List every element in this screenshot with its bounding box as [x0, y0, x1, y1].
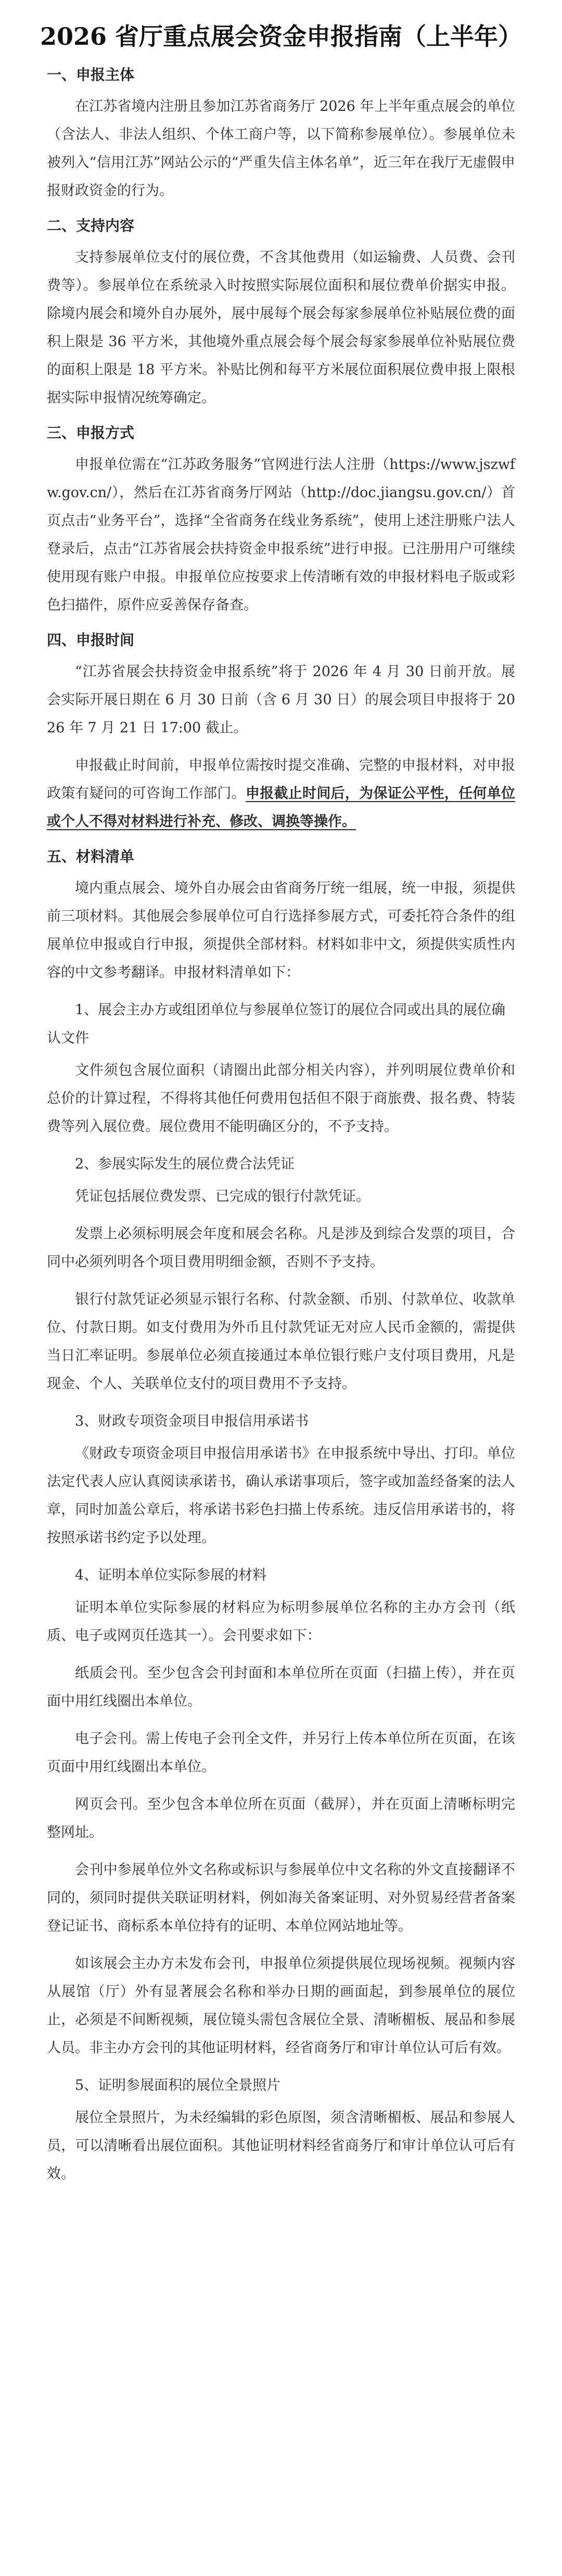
deadline-emphasis: 申报截止时间后，为保证公平性，任何单位或个人不得对材料进行补充、修改、调换等操作。 [47, 785, 515, 830]
paragraph: 凭证包括展位费发票、已完成的银行付款凭证。 [75, 1188, 370, 1204]
paragraph: 银行付款凭证必须显示银行名称、付款金额、币别、付款单位、收款单位、付款日期。如支付费用为外币且付款凭证无对应人民币金额的，需提供当日汇率证明。参展单位必须直接通过本单位银行账户支付项目费用，凡是现金、个人、关联单位支付的项目费用不予支持。 [47, 1291, 515, 1392]
page-title: 2026 省厅重点展会资金申报指南（上半年） [40, 22, 522, 50]
paragraph: 在江苏省境内注册且参加江苏省商务厅 2026 年上半年重点展会的单位（含法人、非法人组织、个体工商户等，以下简称参展单位）。参展单位未被列入“信用江苏”网站公示的“严重失信主体名单”，近三年在我厅无虚假申报财政资金的行为。 [47, 98, 515, 199]
paragraph: 文件须包含展位面积（请圈出此部分相关内容），并列明展位费单价和总价的计算过程，不得将其他任何费用包括但不限于商旅费、报名费、特装费等列入展位费。展位费用不能明确区分的，不予支持。 [47, 1062, 515, 1135]
section-heading-application-method: 三、申报方式 [47, 424, 135, 441]
paragraph: “江苏省展会扶持资金申报系统”将于 2026 年 4 月 30 日前开放。展会实际开展日期在 6 月 30 日前（含 6 月 30 日）的展会项目申报将于 2026 年 7 月 21 日 17:00 截止。 [47, 664, 515, 736]
paragraph: 申报单位需在“江苏政务服务”官网进行法人注册（https://www.jszwfw.gov.cn/），然后在江苏省商务厅网站（http://doc.jiangsu.gov.cn/）首页点击“业务平台”，选择“全省商务在线业务系统”，使用上述注册账户法人登录后，点击“江苏省展会扶持资金申报系统”进行申报。已注册用户可继续使用现有账户申报。申报单位应按要求上传清晰有效的申报材料电子版或彩色扫描件，原件应妥善保存备查。 [47, 456, 515, 613]
paragraph: 会刊中参展单位外文名称或标识与参展单位中文名称的外文直接翻译不同的，须同时提供关联证明材料，例如海关备案证明、对外贸易经营者备案登记证书、商标系本单位持有的证明、本单位网站地址等。 [47, 1862, 515, 1934]
material-item-1-title: 1、展会主办方或组团单位与参展单位签订的展位合同或出具的展位确认文件 [47, 1002, 506, 1046]
paragraph: 发票上必须标明展会年度和展会名称。凡是涉及到综合发票的项目，合同中必须列明各个项目费用明细金额，否则不予支持。 [47, 1226, 515, 1270]
deadline-text: 申报截止时间前，申报单位需按时提交准确、完整的申报材料，对申报政策有疑问的可咨询工作部门。 [47, 757, 515, 802]
paragraph: 证明本单位实际参展的材料应为标明参展单位名称的主办方会刊（纸质、电子或网页任选其一）。会刊要求如下： [47, 1600, 515, 1644]
section-heading-applicant: 一、申报主体 [47, 66, 135, 83]
paragraph: 电子会刊。需上传电子会刊全文件，并另行上传本单位所在页面，在该页面中用红线圈出本单位。 [47, 1731, 515, 1775]
material-item-2-title: 2、参展实际发生的展位费合法凭证 [75, 1156, 295, 1172]
paragraph: 纸质会刊。至少包含会刊封面和本单位所在页面（扫描上传），并在页面中用红线圈出本单位。 [47, 1665, 515, 1709]
paragraph: 支持参展单位支付的展位费，不含其他费用（如运输费、人员费、会刊费等）。参展单位在系统录入时按照实际展位面积和展位费单价据实申报。除境内展会和境外自办展外，展中展每个展会每家参展单位补贴展位费的面积上限是 36 平方米，其他境外重点展会每个展会每家参展单位补贴展位费的面积上限是 18 平方米。补贴比例和每平方米展位面积展位费申报上限根据实际申报情况统筹确定。 [47, 249, 515, 406]
section-heading-application-time: 四、申报时间 [47, 631, 135, 649]
paragraph: 展位全景照片，为未经编辑的彩色原图，须含清晰楣板、展品和参展人员，可以清晰看出展位面积。其他证明材料经省商务厅和审计单位认可后有效。 [47, 2110, 515, 2182]
material-item-5-title: 5、证明参展面积的展位全景照片 [75, 2077, 281, 2093]
paragraph: 网页会刊。至少包含本单位所在页面（截屏），并在页面上清晰标明完整网址。 [47, 1796, 515, 1841]
material-item-3-title: 3、财政专项资金项目申报信用承诺书 [75, 1413, 309, 1429]
paragraph: 《财政专项资金项目申报信用承诺书》在申报系统中导出、打印。单位法定代表人应认真阅读承诺书，确认承诺事项后，签字或加盖经备案的法人章，同时加盖公章后，将承诺书彩色扫描上传系统。违反信用承诺书的，将按照承诺书约定予以处理。 [47, 1445, 515, 1546]
paragraph: 境内重点展会、境外自办展会由省商务厅统一组展，统一申报，须提供前三项材料。其他展会参展单位可自行选择参展方式，可委托符合条件的组展单位申报或自行申报，须提供全部材料。材料如非中文，须提供实质性内容的中文参考翻译。申报材料清单如下： [47, 880, 515, 981]
section-heading-materials: 五、材料清单 [47, 848, 135, 865]
material-item-4-title: 4、证明本单位实际参展的材料 [75, 1567, 267, 1583]
paragraph: 如该展会主办方未发布会刊，申报单位须提供展位现场视频。视频内容从展馆（厅）外有显著展会名称和举办日期的画面起，到参展单位的展位止，必须是不间断视频，展位镜头需包含展位全景、清晰楣板、展品和参展人员。非主办方会刊的其他证明材料，经省商务厅和审计单位认可后有效。 [47, 1956, 515, 2056]
paragraph-deadline-notice [47, 752, 515, 836]
section-heading-support-content: 二、支持内容 [47, 217, 135, 234]
